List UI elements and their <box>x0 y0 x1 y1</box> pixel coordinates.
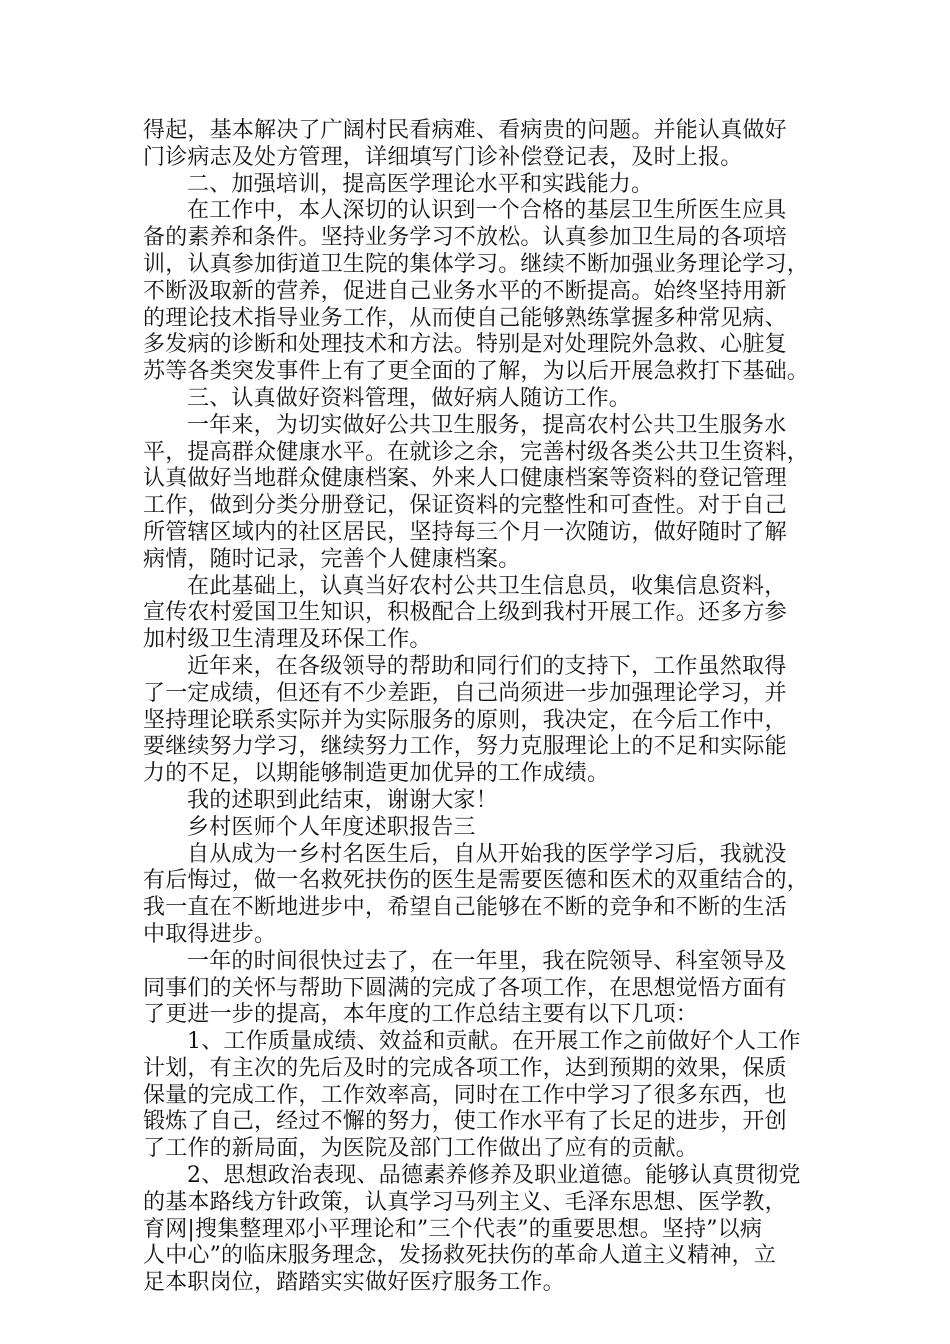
text-line: 坚持理论联系实际并为实际服务的原则，我决定，在今后工作中， <box>143 707 787 733</box>
text-line: 训，认真参加街道卫生院的集体学习。继续不断加强业务理论学习， <box>143 251 810 277</box>
text-line: 宣传农村爱国卫生知识，积极配合上级到我村开展工作。还多方参 <box>143 600 787 626</box>
text-line: 同事们的关怀与帮助下圆满的完成了各项工作，在思想觉悟方面有 <box>143 975 787 1001</box>
text-line: 近年来，在各级领导的帮助和同行们的支持下，工作虽然取得 <box>187 653 787 679</box>
text-line: 不断汲取新的营养，促进自己业务水平的不断提高。始终坚持用新 <box>143 278 787 304</box>
text-line: 了更进一步的提高，本年度的工作总结主要有以下几项： <box>143 1002 699 1028</box>
text-line: 中取得进步。 <box>143 921 277 947</box>
text-line: 得起，基本解决了广阔村民看病难、看病贵的问题。并能认真做好 <box>143 118 787 143</box>
document-body <box>143 118 823 1297</box>
text-line: 我的述职到此结束，谢谢大家！ <box>187 787 498 813</box>
text-line: 一年来，为切实做好公共卫生服务，提高农村公共卫生服务水 <box>187 412 787 438</box>
text-line: 了工作的新局面，为医院及部门工作做出了应有的贡献。 <box>143 1136 699 1162</box>
text-line: 在此基础上，认真当好农村公共卫生信息员，收集信息资料， <box>187 573 787 599</box>
text-line: 足本职岗位，踏踏实实做好医疗服务工作。 <box>143 1270 565 1296</box>
text-line: 一年的时间很快过去了，在一年里，我在院领导、科室领导及 <box>187 948 787 974</box>
text-line: 有后悔过，做一名救死扶伤的医生是需要医德和医术的双重结合的， <box>143 868 810 894</box>
text-line: 自从成为一乡村名医生后，自从开始我的医学学习后，我就没 <box>187 841 787 867</box>
text-line: 保量的完成工作，工作效率高，同时在工作中学习了很多东西，也 <box>143 1082 787 1108</box>
text-line: 乡村医师个人年度述职报告三 <box>187 814 476 840</box>
text-line: 的基本路线方针政策，认真学习马列主义、毛泽东思想、医学教， <box>143 1189 787 1215</box>
text-line: 多发病的诊断和处理技术和方法。特别是对处理院外急救、心脏复 <box>143 332 787 358</box>
text-line: 人中心”的临床服务理念，发扬救死扶伤的革命人道主义精神，立 <box>143 1243 777 1269</box>
text-line: 备的素养和条件。坚持业务学习不放松。认真参加卫生局的各项培 <box>143 225 787 251</box>
text-line: 我一直在不断地进步中，希望自己能够在不断的竞争和不断的生活 <box>143 895 787 921</box>
text-line: 平，提高群众健康水平。在就诊之余，完善村级各类公共卫生资料， <box>143 439 810 465</box>
text-line: 病情，随时记录，完善个人健康档案。 <box>143 546 521 572</box>
text-line: 工作，做到分类分册登记，保证资料的完整性和可查性。对于自己 <box>143 493 787 519</box>
text-line: 苏等各类突发事件上有了更全面的了解，为以后开展急救打下基础。 <box>143 359 810 385</box>
text-line: 锻炼了自己，经过不懈的努力，使工作水平有了长足的进步，开创 <box>143 1109 787 1135</box>
text-line: 育网|搜集整理邓小平理论和”三个代表”的重要思想。坚持”以病 <box>143 1216 763 1242</box>
text-line: 门诊病志及处方管理，详细填写门诊补偿登记表，及时上报。 <box>143 144 743 170</box>
text-line: 要继续努力学习，继续努力工作，努力克服理论上的不足和实际能 <box>143 734 787 760</box>
text-line: 力的不足，以期能够制造更加优异的工作成绩。 <box>143 761 610 787</box>
text-line: 了一定成绩，但还有不少差距，自己尚须进一步加强理论学习，并 <box>143 680 787 706</box>
text-line: 二、加强培训，提高医学理论水平和实践能力。 <box>187 171 654 197</box>
text-line: 1、工作质量成绩、效益和贡献。在开展工作之前做好个人工作 <box>187 1029 801 1055</box>
text-line: 的理论技术指导业务工作，从而使自己能够熟练掌握多种常见病、 <box>143 305 787 331</box>
text-line: 所管辖区域内的社区居民，坚持每三个月一次随访，做好随时了解 <box>143 519 787 545</box>
text-line: 认真做好当地群众健康档案、外来人口健康档案等资料的登记管理 <box>143 466 787 492</box>
text-line: 在工作中，本人深切的认识到一个合格的基层卫生所医生应具 <box>187 198 787 224</box>
text-line: 三、认真做好资料管理，做好病人随访工作。 <box>187 385 632 411</box>
text-line: 加村级卫生清理及环保工作。 <box>143 627 432 653</box>
text-line: 计划，有主次的先后及时的完成各项工作，达到预期的效果，保质 <box>143 1055 787 1081</box>
text-line: 2、思想政治表现、品德素养修养及职业道德。能够认真贯彻党 <box>187 1163 801 1189</box>
